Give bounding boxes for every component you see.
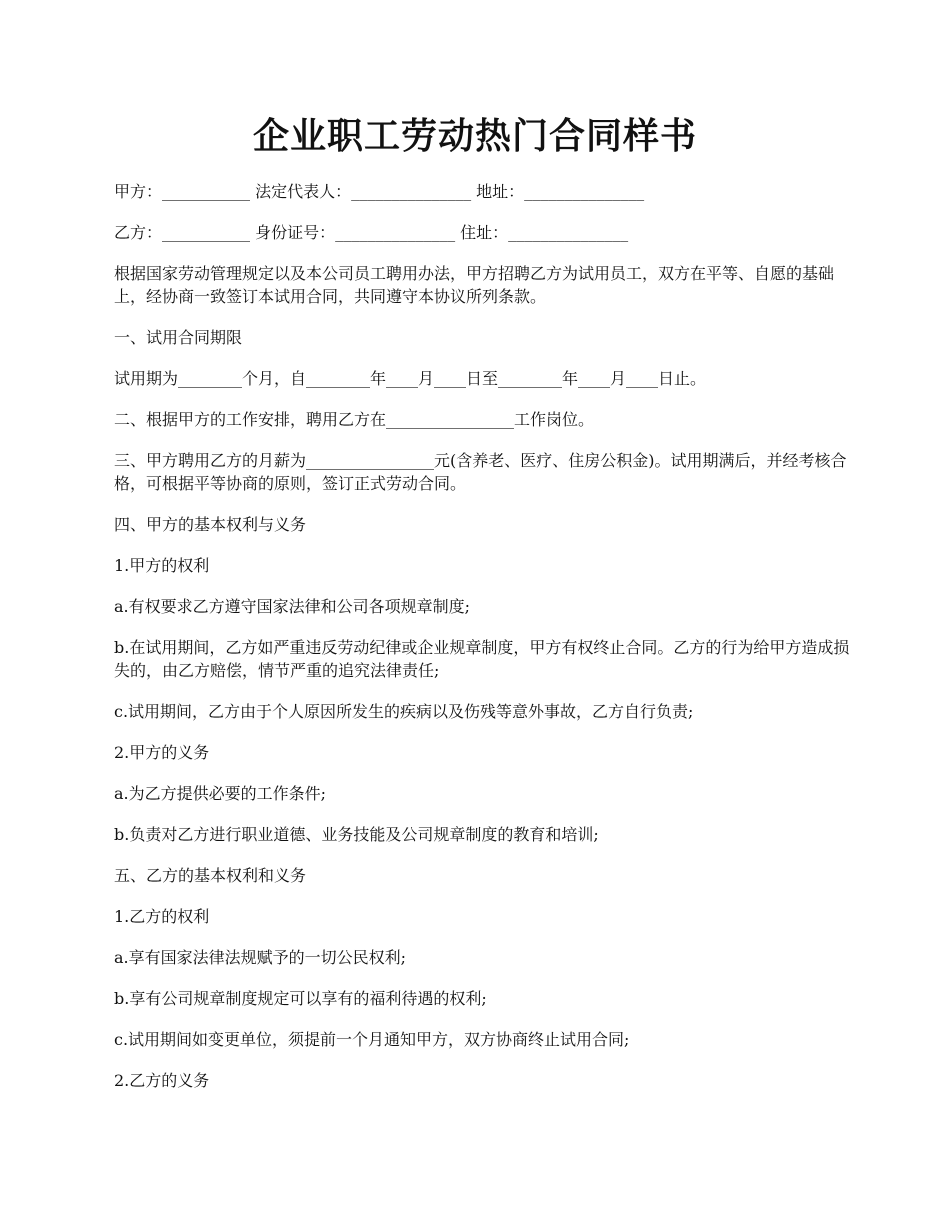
subsection-heading: 1.甲方的权利: [114, 556, 210, 575]
list-item: a.享有国家法律法规赋予的一切公民权利;: [114, 948, 407, 967]
list-item: b.负责对乙方进行职业道德、业务技能及公司规章制度的教育和培训;: [114, 825, 599, 844]
list-item: b.在试用期间，乙方如严重违反劳动纪律或企业规章制度，甲方有权终止合同。乙方的行为给甲方造成损失的，由乙方赔偿，情节严重的追究法律责任;: [114, 638, 850, 680]
subsection-heading: 2.乙方的义务: [114, 1071, 210, 1090]
section-heading: 一、试用合同期限: [114, 328, 243, 347]
list-item: c.试用期间如变更单位，须提前一个月通知甲方，双方协商终止试用合同;: [114, 1030, 630, 1049]
list-item: a.为乙方提供必要的工作条件;: [114, 784, 327, 803]
trial-period-line: 试用期为________个月，自________年____月____日至________年____月____日止。: [114, 369, 707, 388]
list-item: c.试用期间，乙方由于个人原因所发生的疾病以及伤残等意外事故，乙方自行负责;: [114, 702, 694, 721]
document-body: [114, 180, 854, 1110]
document-title: 企业职工劳动热门合同样书: [252, 115, 697, 157]
party-b-line: 乙方：___________ 身份证号：_______________ 住址：_______________: [114, 223, 629, 242]
list-item: a.有权要求乙方遵守国家法律和公司各项规章制度;: [114, 597, 471, 616]
subsection-heading: 1.乙方的权利: [114, 907, 210, 926]
section-heading: 五、乙方的基本权利和义务: [114, 866, 307, 885]
list-item: b.享有公司规章制度规定可以享有的福利待遇的权利;: [114, 989, 487, 1008]
section-heading: 四、甲方的基本权利与义务: [114, 515, 307, 534]
clause-paragraph: 二、根据甲方的工作安排，聘用乙方在________________工作岗位。: [114, 410, 595, 429]
preamble-paragraph: 根据国家劳动管理规定以及本公司员工聘用办法，甲方招聘乙方为试用员工，双方在平等、自愿的基础上，经协商一致签订本试用合同，共同遵守本协议所列条款。: [114, 264, 835, 306]
subsection-heading: 2.甲方的义务: [114, 743, 210, 762]
party-a-line: 甲方：___________ 法定代表人：_______________ 地址：_______________: [114, 182, 645, 201]
clause-paragraph: 三、甲方聘用乙方的月薪为________________元(含养老、医疗、住房公积金)。试用期满后，并经考核合格，可根据平等协商的原则，签订正式劳动合同。: [114, 451, 847, 493]
